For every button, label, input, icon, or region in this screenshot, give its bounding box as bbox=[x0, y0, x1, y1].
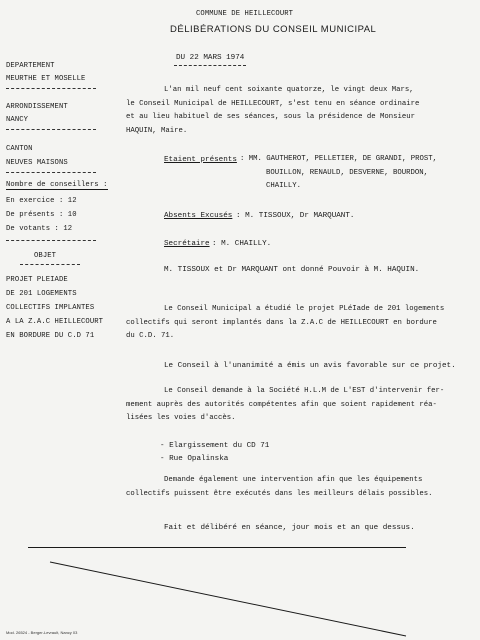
text-line: BOUILLON, RENAULD, DESVERNE, BOURDON, bbox=[266, 168, 429, 177]
conseillers-label: Nombre de conseillers : bbox=[6, 181, 108, 189]
departement-label: DEPARTEMENT bbox=[6, 62, 55, 70]
objet-label: OBJET bbox=[34, 252, 57, 260]
de-votants: De votants : 12 bbox=[6, 225, 73, 233]
canton-value: NEUVES MAISONS bbox=[6, 159, 68, 167]
avis-paragraph: Le Conseil à l'unanimité a émis un avis favorable sur ce projet. bbox=[164, 362, 456, 370]
text-line: du C.D. 71. bbox=[126, 332, 175, 340]
excuses-value: : M. TISSOUX, Dr MARQUANT. bbox=[236, 212, 355, 220]
de-presents: De présents : 10 bbox=[6, 211, 77, 219]
text-line: lisées les voies d'accès. bbox=[126, 414, 236, 422]
text-line: le Conseil Municipal de HEILLECOURT, s'est tenu en séance ordinaire bbox=[126, 99, 420, 108]
pouvoir-line: M. TISSOUX et Dr MARQUANT ont donné Pouvoir à M. HAQUIN. bbox=[164, 266, 420, 274]
arrondissement-value: NANCY bbox=[6, 116, 29, 124]
presents-label: Etaient présents bbox=[164, 156, 237, 164]
closing-line: Fait et délibéré en séance, jour mois et an que dessus. bbox=[164, 524, 415, 532]
secretaire-value: : M. CHAILLY. bbox=[212, 240, 272, 248]
commune-header: COMMUNE DE HEILLECOURT bbox=[196, 10, 294, 18]
text-line: collectifs puissent être exécutés dans les meilleurs délais possibles. bbox=[126, 489, 433, 498]
list-item: - Rue Opalinska bbox=[160, 455, 229, 463]
objet-line: A LA Z.A.C HEILLECOURT bbox=[6, 318, 104, 326]
document-title: DÉLIBÉRATIONS DU CONSEIL MUNICIPAL bbox=[170, 24, 377, 35]
secretaire-label: Secrétaire bbox=[164, 240, 210, 248]
text-line: collectifs qui seront implantés dans la Z.A.C de HEILLECOURT en bordure bbox=[126, 318, 437, 327]
list-item: - Elargissement du CD 71 bbox=[160, 442, 270, 450]
objet-line: DE 201 LOGEMENTS bbox=[6, 290, 77, 298]
text-line: mement auprès des autorités compétentes afin que soient rapidement réa- bbox=[126, 400, 437, 409]
text-line: Demande également une intervention afin que les équipements bbox=[164, 476, 423, 484]
text-line: CHAILLY. bbox=[266, 182, 302, 190]
text-line: HAQUIN, Maire. bbox=[126, 126, 188, 135]
text-line: et au lieu habituel de ses séances, sous la présidence de Monsieur bbox=[126, 113, 416, 121]
objet-line: EN BORDURE DU C.D 71 bbox=[6, 332, 95, 340]
text-line: Le Conseil demande à la Société H.L.M de L'EST d'intervenir fer- bbox=[164, 387, 445, 395]
text-line: L'an mil neuf cent soixante quatorze, le vingt deux Mars, bbox=[164, 86, 414, 94]
text-line: : MM. GAUTHEROT, PELLETIER, DE GRANDI, PROST, bbox=[240, 155, 438, 163]
printer-footer: Mod. 26524 - Berger-Levrault, Nancy 03 bbox=[6, 630, 78, 635]
objet-line: COLLECTIFS IMPLANTES bbox=[6, 304, 95, 312]
arrondissement-label: ARRONDISSEMENT bbox=[6, 103, 68, 111]
text-line: Le Conseil Municipal a étudié le projet PLéIade de 201 logements bbox=[164, 305, 445, 313]
excuses-label: Absents Excusés bbox=[164, 212, 233, 220]
canton-label: CANTON bbox=[6, 145, 33, 153]
en-exercice: En exercice : 12 bbox=[6, 197, 77, 205]
meeting-date: DU 22 MARS 1974 bbox=[176, 54, 245, 62]
objet-line: PROJET PLEIADE bbox=[6, 276, 68, 284]
departement-value: MEURTHE ET MOSELLE bbox=[6, 75, 86, 83]
